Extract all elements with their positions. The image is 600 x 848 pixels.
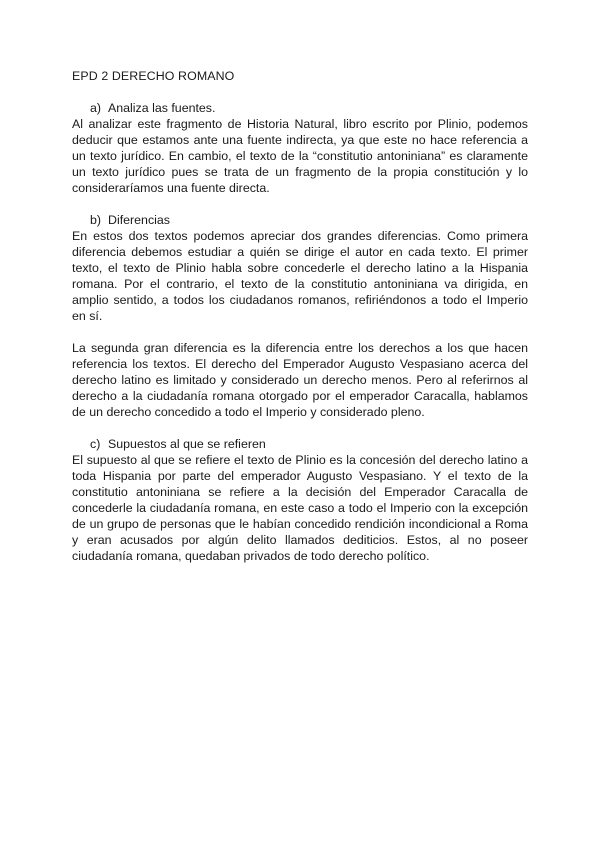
section-analiza-fuentes <box>72 100 528 196</box>
paragraph: La segunda gran diferencia es la diferencia entre los derechos a los que hacen referencia los textos. El derecho del Emperador Augusto Vespasiano acerca del derecho latino es limitado y considerado un derecho menos. Pero al referirnos al derecho a la ciudadanía romana otorgado por el emperador Caracalla, hablamos de un derecho concedido a todo el Imperio y considerado pleno. <box>72 341 528 419</box>
paragraph: Al analizar este fragmento de Historia Natural, libro escrito por Plinio, podemos deducir que estamos ante una fuente indirecta, ya que este no hace referencia a un texto jurídico. En cambio, el texto de la “constitutio antoniniana” es claramente un texto jurídico pues se trata de un fragmento de la propia constitución y lo consideraríamos una fuente directa. <box>72 117 528 195</box>
section-heading-text: Analiza las fuentes. <box>108 101 216 115</box>
list-marker: b) <box>90 213 102 227</box>
section-heading <box>72 212 528 228</box>
section-heading <box>72 436 528 452</box>
section-heading-text: Supuestos al que se refieren <box>108 437 266 451</box>
document-title: EPD 2 DERECHO ROMANO <box>72 69 235 83</box>
section-heading <box>72 100 528 116</box>
list-marker: a) <box>90 101 102 115</box>
section-supuestos <box>72 436 528 564</box>
list-marker: c) <box>90 437 101 451</box>
section-diferencias <box>72 212 528 420</box>
paragraph: El supuesto al que se refiere el texto de Plinio es la concesión del derecho latino a toda Hispania por parte del emperador Augusto Vespasiano. Y el texto de la constitutio antoniniana se refiere a la decisión del Emperador Caracalla de concederle la ciudadanía romana, en este caso a todo el Imperio con la excepción de un grupo de personas que le habían concedido rendición incondicional a Roma y eran acusados por algún delito llamados dediticios. Estos, al no poseer ciudadanía romana, quedaban privados de todo derecho político. <box>72 453 528 563</box>
document-page <box>72 68 528 564</box>
paragraph: En estos dos textos podemos apreciar dos grandes diferencias. Como primera diferencia debemos estudiar a quién se dirige el autor en cada texto. El primer texto, el texto de Plinio habla sobre concederle el derecho latino a la Hispania romana. Por el contrario, el texto de la constitutio antoniniana va dirigida, en amplio sentido, a todos los ciudadanos romanos, refiriéndonos a todo el Imperio en sí. <box>72 229 528 323</box>
section-heading-text: Diferencias <box>108 213 170 227</box>
